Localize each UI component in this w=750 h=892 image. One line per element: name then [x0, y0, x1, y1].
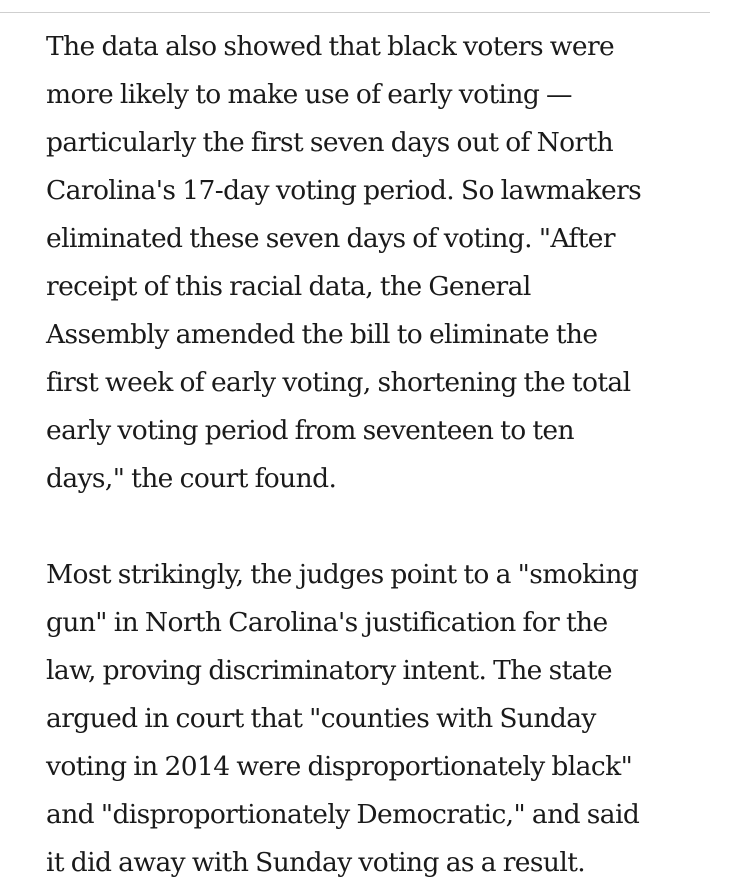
text-line: days," the court found.	[46, 463, 337, 494]
text-line: it did away with Sunday voting as a result.	[46, 847, 586, 878]
paragraph-smoking-gun	[46, 551, 736, 887]
text-line: Carolina's 17-day voting period. So lawmakers	[46, 175, 642, 206]
paragraph-early-voting	[46, 23, 736, 503]
text-line: and "disproportionately Democratic," and said	[46, 799, 640, 830]
text-line: more likely to make use of early voting —	[46, 79, 572, 110]
text-line: first week of early voting, shortening the total	[46, 367, 631, 398]
text-line: Assembly amended the bill to eliminate the	[46, 319, 598, 350]
text-line: gun" in North Carolina's justification for the	[46, 607, 608, 638]
text-line: law, proving discriminatory intent. The state	[46, 655, 612, 686]
text-line: particularly the first seven days out of North	[46, 127, 614, 158]
text-line: The data also showed that black voters were	[46, 31, 615, 62]
text-line: voting in 2014 were disproportionately black"	[46, 751, 633, 782]
text-line: Most strikingly, the judges point to a "smoking	[46, 559, 639, 590]
article-body	[46, 23, 736, 887]
top-divider	[0, 12, 710, 13]
text-line: eliminated these seven days of voting. "After	[46, 223, 615, 254]
text-line: early voting period from seventeen to ten	[46, 415, 574, 446]
text-line: receipt of this racial data, the General	[46, 271, 531, 302]
text-line: argued in court that "counties with Sunday	[46, 703, 596, 734]
